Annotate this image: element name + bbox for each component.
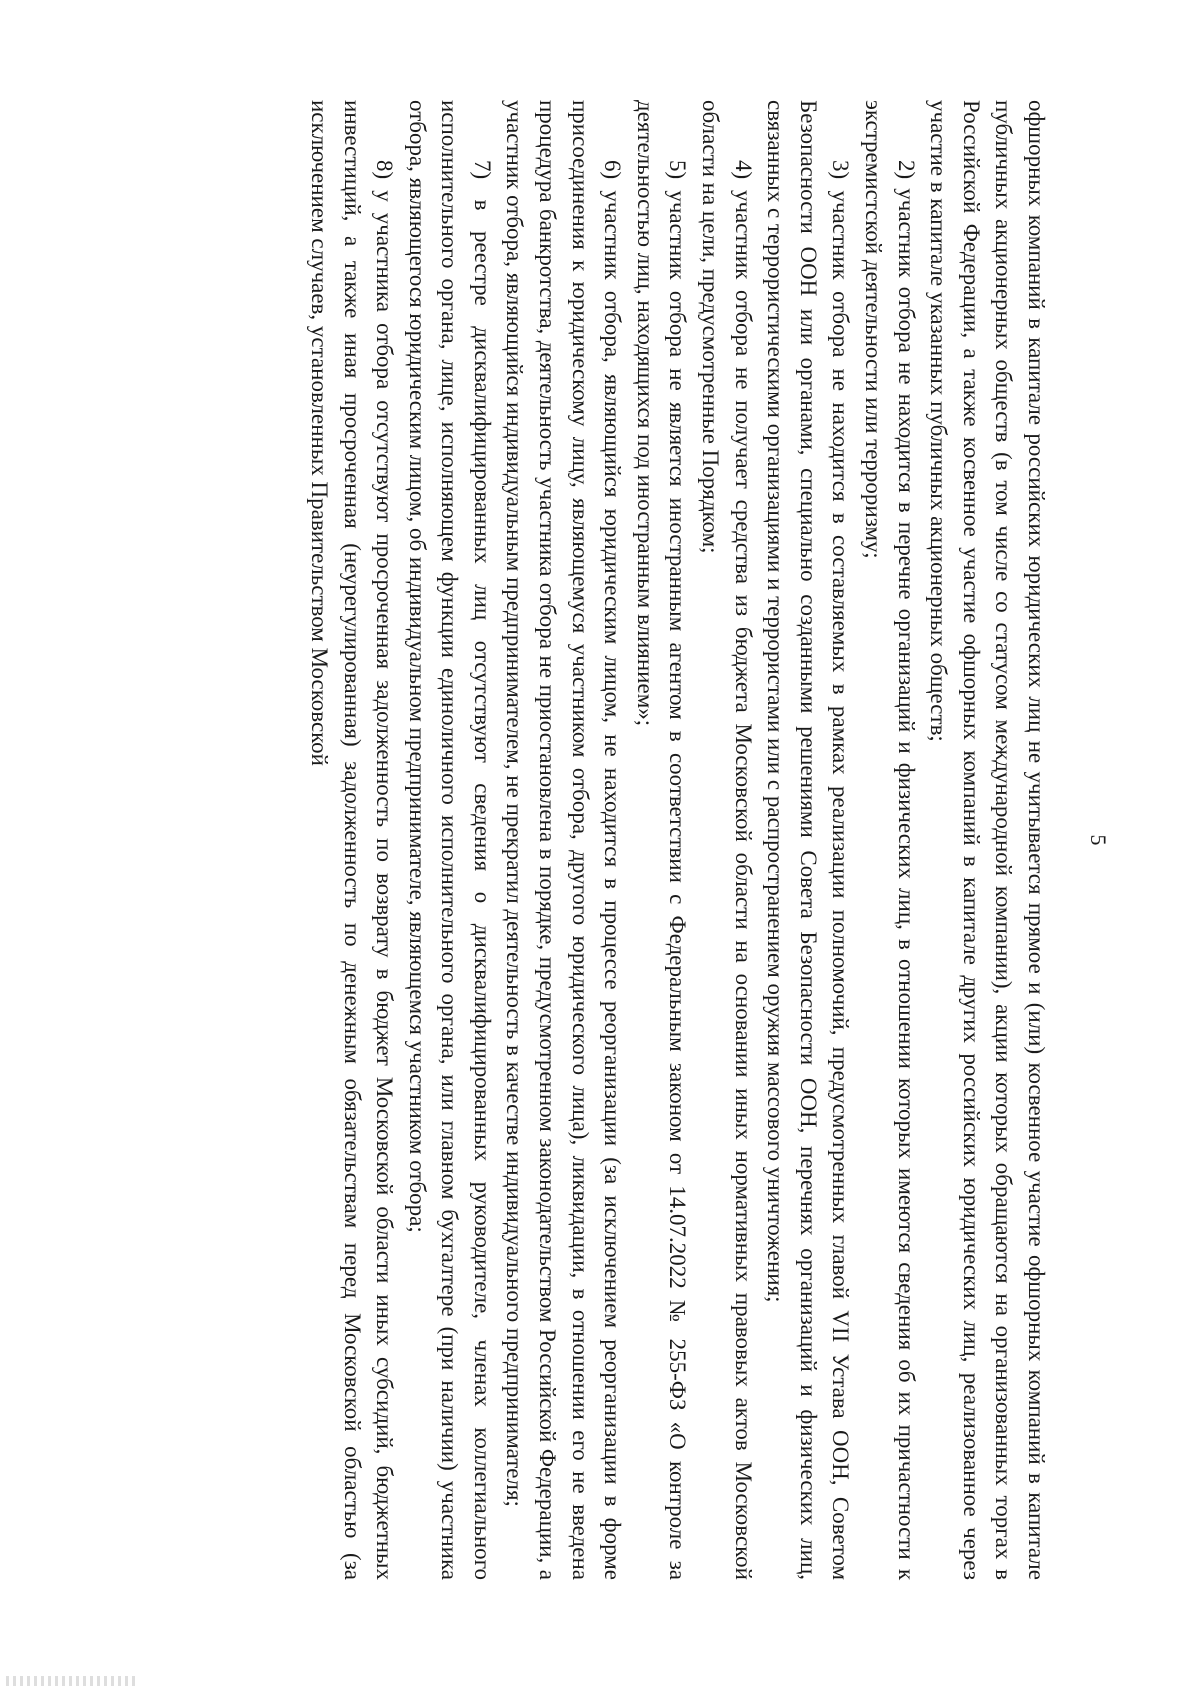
rotated-text-block xyxy=(152,100,1111,1580)
paragraph-offshore-participation: офшорных компаний в капитале российских юридических лиц не учитывается прямое и (или) косвенное участие офшорных компаний в капитале публичных акционерных обществ (в том числе со статусом международной компании), акции которых обращаются на организованных торгах в Российской Федерации, а также косвенное участие офшорных компаний в капитале других российских юридических лиц, реализованное через участие в капитале указанных публичных акционерных обществ; xyxy=(926,100,1049,1580)
paragraph-item-3: 3) участник отбора не находится в составляемых в рамках реализации полномочий, предусмотренных главой VII Устава ООН, Советом Безопасности ООН или органами, специально созданными решениями Совета Безопасности ООН, перечнях организаций и физических лиц, связанных с террористическими организациями и террористами или с распространением оружия массового уничтожения; xyxy=(763,100,854,1580)
paragraph-item-4: 4) участник отбора не получает средства из бюджета Московской области на основании иных нормативных правовых актов Московской области на цели, предусмотренные Порядком; xyxy=(698,100,756,1580)
paragraph-item-5: 5) участник отбора не является иностранным агентом в соответствии с Федеральным законом от 14.07.2022 № 255-ФЗ «О контроле за деятельностью лиц, находящихся под иностранным влиянием»; xyxy=(632,100,691,1580)
paragraph-item-7: 7) в реестре дисквалифицированных лиц отсутствуют сведения о дисквалифицированных руководителе, членах коллегиального исполнительного органа, лице, исполняющем функции единоличного исполнительного органа, или главном бухгалтере (при наличии) участника отбора, являющегося юридическим лицом, об индивидуальном предпринимателе, являющемся участником отбора; xyxy=(404,100,495,1580)
scan-artifact-mark xyxy=(6,1676,136,1686)
paragraph-item-2: 2) участник отбора не находится в перечне организаций и физических лиц, в отношении которых имеются сведения об их причастности к экстремистской деятельности или терроризму; xyxy=(861,100,919,1580)
paragraph-item-6: 6) участник отбора, являющийся юридическим лицом, не находится в процессе реорганизации (за исключением реорганизации в форме присоединения к юридическому лицу, являющемуся участником отбора, другого юридического лица), ликвидации, в отношении его не введена процедура банкротства, деятельность участника отбора не приостановлена в порядке, предусмотренном законодательством Российской Федерации, а участник отбора, являющийся индивидуальным предпринимателем, не прекратил деятельность в качестве индивидуального предпринимателя; xyxy=(502,100,626,1580)
paragraph-item-8: 8) у участника отбора отсутствуют просроченная задолженность по возврату в бюджет Московской области иных субсидий, бюджетных инвестиций, а также иная просроченная (неурегулированная) задолженность по денежным обязательствам перед Московской областью (за исключением случаев, установленных Правительством Московской xyxy=(306,100,398,1580)
page-number: 5 xyxy=(1086,834,1111,846)
